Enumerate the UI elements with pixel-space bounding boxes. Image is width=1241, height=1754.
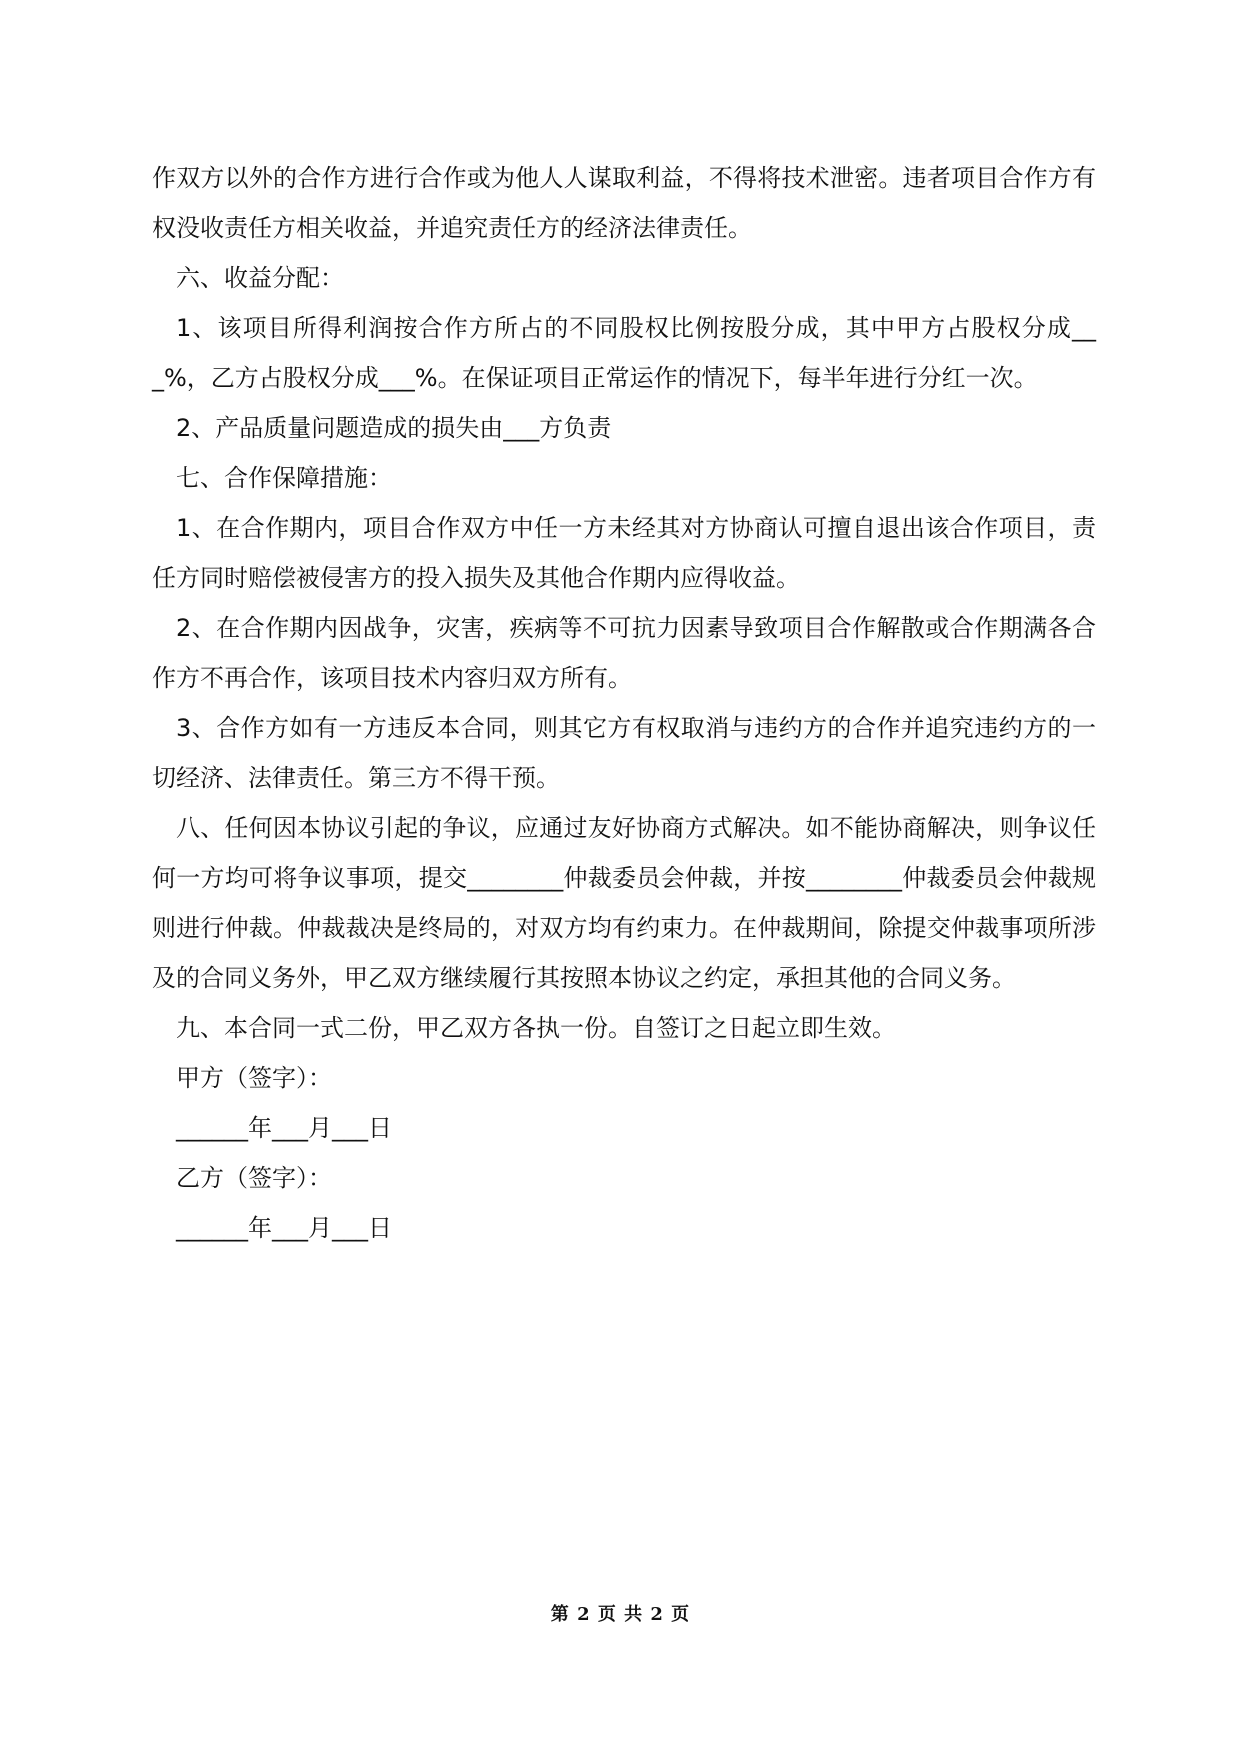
document-body — [152, 153, 1096, 1253]
page-number-footer: 第 2 页 共 2 页 — [550, 1604, 691, 1625]
clause-6-2: 2、产品质量问题造成的损失由___方负责 — [176, 414, 612, 442]
clause-7-3: 3、合作方如有一方违反本合同，则其它方有权取消与违约方的合作并追究违约方的一切经济、法律责任。第三方不得干预。 — [152, 714, 1096, 792]
party-a-signature-label: 甲方（签字）： — [176, 1064, 332, 1092]
section-heading-profit-distribution: 六、收益分配： — [176, 264, 344, 292]
section-heading-safeguards: 七、合作保障措施： — [176, 464, 392, 492]
clause-7-2: 2、在合作期内因战争，灾害，疾病等不可抗力因素导致项目合作解散或合作期满各合作方不再合作，该项目技术内容归双方所有。 — [152, 614, 1096, 692]
party-a-date-line: ______年___月___日 — [176, 1114, 392, 1142]
clause-9-effect: 九、本合同一式二份，甲乙双方各执一份。自签订之日起立即生效。 — [176, 1014, 896, 1042]
party-b-date-line: ______年___月___日 — [176, 1214, 392, 1242]
clause-8-dispute: 八、任何因本协议引起的争议，应通过友好协商方式解决。如不能协商解决，则争议任何一方均可将争议事项，提交________仲裁委员会仲裁，并按________仲裁委员会仲裁规则进行仲裁。仲裁裁决是终局的，对双方均有约束力。在仲裁期间，除提交仲裁事项所涉及的合同义务外，甲乙双方继续履行其按照本协议之约定，承担其他的合同义务。 — [152, 814, 1096, 992]
clause-7-1: 1、在合作期内，项目合作双方中任一方未经其对方协商认可擅自退出该合作项目，责任方同时赔偿被侵害方的投入损失及其他合作期内应得收益。 — [152, 514, 1096, 592]
clause-6-1: 1、该项目所得利润按合作方所占的不同股权比例按股分成，其中甲方占股权分成___%，乙方占股权分成___%。在保证项目正常运作的情况下，每半年进行分红一次。 — [152, 314, 1096, 392]
party-b-signature-label: 乙方（签字）： — [176, 1164, 332, 1192]
paragraph-continuation: 作双方以外的合作方进行合作或为他人人谋取利益，不得将技术泄密。违者项目合作方有权没收责任方相关收益，并追究责任方的经济法律责任。 — [152, 164, 1096, 242]
